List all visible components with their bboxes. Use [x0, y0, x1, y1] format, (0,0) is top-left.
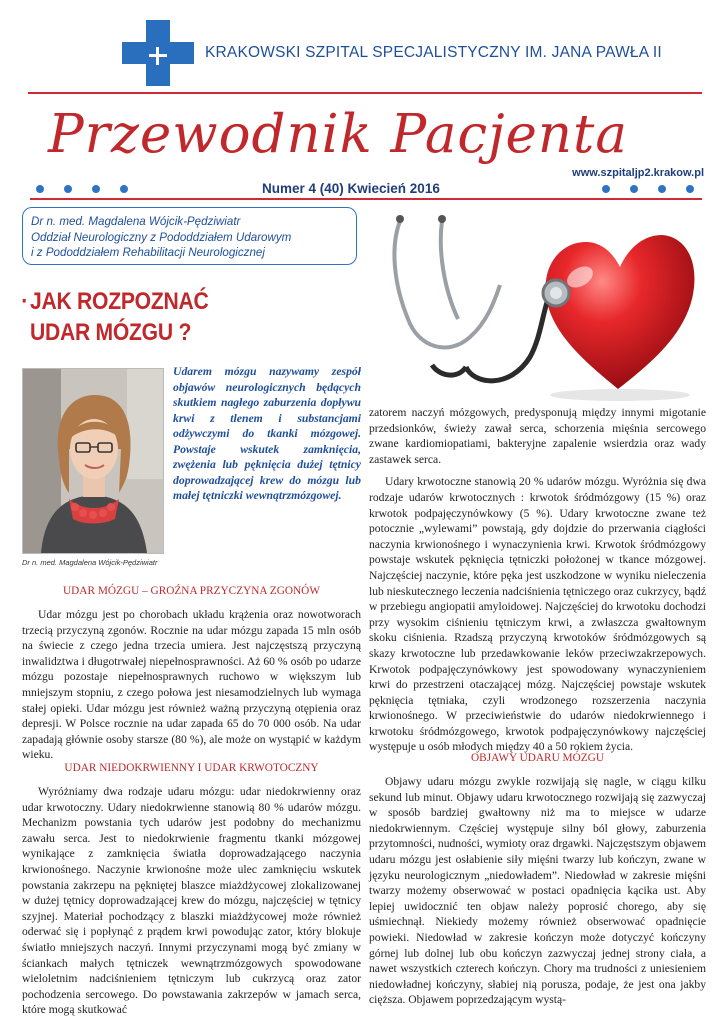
author-department: Oddział Neurologiczny z Pododdziałem Udarowym — [31, 230, 292, 244]
right-column-text — [369, 405, 706, 755]
section-text-symptoms — [369, 774, 706, 1008]
headline-bullet-icon: · — [21, 288, 28, 315]
dot-icon — [92, 185, 100, 193]
paragraph: zatorem naczyń mózgowych, predysponują między innymi migotanie przedsionków, świeży zawał serca, schorzenia mięśnia sercowego zwane kardiomiopatiami, bakteryjne zapalenie wsierdzia oraz wady zastawek serca. — [369, 406, 706, 466]
headline-line-1: JAK ROZPOZNAĆ — [30, 288, 209, 315]
section-text-deaths — [22, 607, 361, 763]
issue-number: Numer 4 (40) Kwiecień 2016 — [262, 181, 440, 196]
dot-icon — [602, 185, 610, 193]
hospital-cross-logo — [122, 20, 194, 86]
dot-icon — [658, 185, 666, 193]
paragraph: Udary krwotoczne stanowią 20 % udarów mózgu. Wyróżnia się dwa rodzaje udarów krwotocznych : krwotok śródmózgowy (15 %) oraz krwotok podpajęczynówkowy (5 %). Udary krwotoczne zwane też potocznie „wylewami” powstają, gdy dojdzie do przerwania ciągłości naczynia krwionośnego i wynaczynienia krwi. Krwotok śródmózgowy powstaje wskutek pęknięcia tętniczki położonej w tkance mózgowej. Najczęściej naczynie, które pęka jest uszkodzone w wyniku nieleczenia lub nieskutecznego leczenia nadciśnienia tętniczego oraz cukrzycy, bądź w przebiegu angiopatii amyloidowej. Najczęściej do krwotoku dochodzi przy wysokim ciśnieniu tętniczym krwi, a zwłaszcza gwałtownym skoku ciśnienia. Rzadszą przyczyną krwotoków śródmózgowych są skazy krwotoczne lub przedawkowanie leków przeciwzakrzepowych. Krwotok podpajęczynówkowy jest spowodowany wynaczynieniem krwi do przestrzeni otaczającej mózg. Najczęściej powstaje wskutek pęknięcia tętniaka, czyli wrodzonego rozszerzenia naczynia krwionośnego. W przeciwieństwie do udarów niedokrwiennego i krwotoku śródmózgowego, krwotok podpajęczynówkowy najczęściej występuje u osób młodych między 40 a 50 rokiem życia. — [369, 475, 706, 754]
heart-stethoscope-illustration — [370, 207, 706, 407]
header-divider — [28, 92, 702, 94]
dot-icon — [120, 185, 128, 193]
dot-icon — [64, 185, 72, 193]
hospital-name: KRAKOWSKI SZPITAL SPECJALISTYCZNY IM. JANA PAWŁA II — [205, 44, 662, 61]
paragraph: Wyróżniamy dwa rodzaje udaru mózgu: udar niedokrwienny oraz udar krwotoczny. Udary niedokrwienne stanowią 80 % udarów mózgu. Mechanizm powstania tych udarów jest podobny do mechanizmu zawału serca. Jest to niedokrwienie fragmentu tkanki mózgowej wynikające z zamknięcia światła doprowadzającego naczynia krwionośnego. Naczynie krwionośne może ulec zamknięciu wskutek powstania zakrzepu na pękniętej blaszce miażdżycowej zlokalizowanej w dużej tętnicy doprowadzającej krew do mózgu, najczęściej w tętnicy szyjnej. Materiał pochodzący z blaszki miażdżycowej może również oderwać się i popłynąć z prądem krwi powodując zator, który blokuje światło mniejszych naczyń. Innymi przyczynami mogą być zmiany w ściankach małych tętniczek wewnątrzmózgowych spowodowane wieloletnim nadciśnieniem tętniczym lub cukrzycą oraz zator pochodzenia sercowego. Do powstawania zakrzepów w jamach serca, które mogą skutkować — [22, 785, 361, 1017]
article-headline — [21, 286, 209, 348]
paragraph: Udar mózgu jest po chorobach układu krążenia oraz nowotworach trzecią przyczyną zgonów. Rocznie na udar mózgu zapada 15 mln osób na świecie z czego jedna trzecia umiera. Jest najczęstszą przyczyną inwalidztwa i długotrwałej niepełnosprawności. Aż 60 % osób po udarze mózgu pozostaje niepełnosprawnych ruchowo w większym lub mniejszym stopniu, z czego połowa jest niesamodzielnych lub wymaga stałej opieki. Udar mózgu jest również ważną przyczyną otępienia oraz depresji. W Polsce rocznie na udar zapada 65 do 70 000 osób. Na udar zapadają głównie osoby starsze (80 %), ale może on wystąpić w każdym wieku. — [22, 608, 361, 762]
photo-caption: Dr n. med. Magdalena Wójcik-Pędziwiatr — [22, 558, 158, 567]
author-name: Dr n. med. Magdalena Wójcik-Pędziwiatr — [31, 215, 241, 228]
article-lead: Udarem mózgu nazywamy zespół objawów neurologicznych będących skutkiem nagłego zaburzenia dopływu krwi z tlenem i substancjami odżywczymi do tkanki mózgowej. Powstaje wskutek zamknięcia, zwężenia lub pęknięcia dużej tętnicy doprowadzającej krew do mózgu lub małej tętniczki wewnątrzmózgowej. — [173, 365, 361, 502]
dot-icon — [630, 185, 638, 193]
author-subdepartment: i z Pododdziałem Rehabilitacji Neurologicznej — [31, 246, 265, 259]
section-heading-deaths: UDAR MÓZGU – GROŹNA PRZYCZYNA ZGONÓW — [62, 585, 320, 597]
author-box — [22, 207, 357, 265]
newsletter-title: Przewodnik Pacjenta — [48, 104, 628, 165]
section-text-types — [22, 784, 361, 1018]
dot-icon — [686, 185, 694, 193]
section-heading-types: UDAR NIEDOKRWIENNY I UDAR KRWOTOCZNY — [64, 762, 319, 774]
dot-icon — [36, 185, 44, 193]
issue-bar — [30, 182, 702, 198]
issue-divider — [30, 198, 702, 200]
website-url: www.szpitaljp2.krakow.pl — [572, 167, 704, 179]
paragraph: Objawy udaru mózgu zwykle rozwijają się nagle, w ciągu kilku sekund lub minut. Objawy udaru krwotocznego rozwijają się zazwyczaj w sposób bardziej gwałtowny niż ma to miejsce w udarze niedokrwiennym. Częściej występuje silny ból głowy, zaburzenia przytomności, nudności, wymioty oraz drgawki. Najczęstszym objawem udaru mózgu jest osłabienie siły mięśni twarzy lub kończyn, zwane w języku neurologicznym „niedowładem”. Niedowład w zakresie mięśni twarzy możemy obserwować w postaci opadnięcia kącika ust. Aby lepiej uwidocznić ten objaw należy poprosić chorego, aby się uśmiechnął. Niekiedy możemy również obserwować opadnięcie powieki. Niedowład w zakresie kończyn może dotyczyć kończyny górnej lub dolnej lub obu kończyn zazwyczaj jednej strony ciała, a nawet wszystkich czterech kończyn. Chory ma trudności z uniesieniem niedowładnej kończyny, słabiej nią porusza, podaje, że jest ona jakby cięższa. Objawem poprzedzającym wystą- — [369, 775, 706, 1007]
section-heading-symptoms: OBJAWY UDARU MÓZGU — [471, 752, 604, 764]
headline-line-2: UDAR MÓZGU ? — [30, 319, 192, 346]
author-photo — [22, 368, 164, 554]
